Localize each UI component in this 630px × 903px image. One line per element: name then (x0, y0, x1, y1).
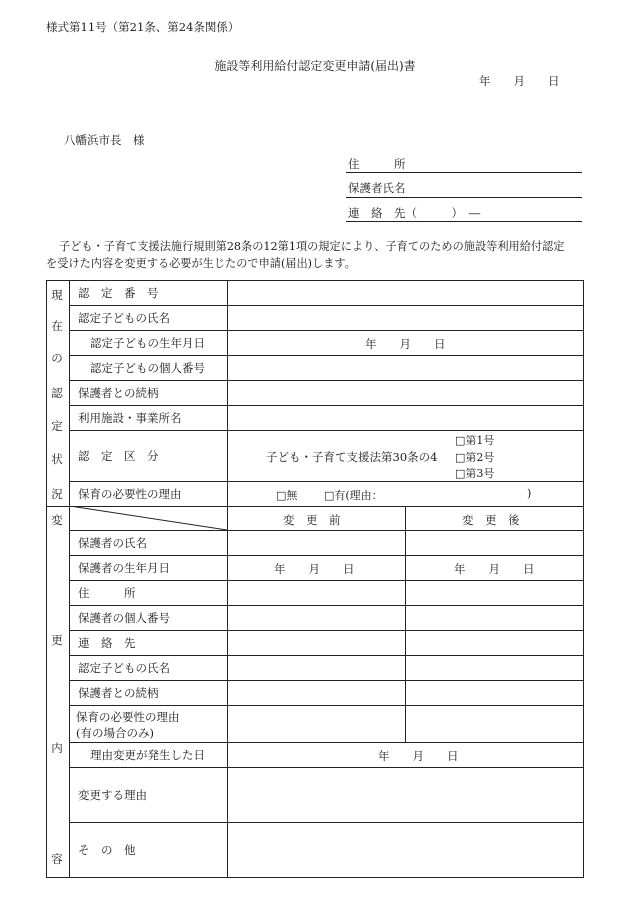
change-section-char: 容 (51, 852, 63, 866)
header-after-change: 変 更 後 (462, 513, 520, 527)
current-section-char: 現 (51, 288, 63, 302)
row-label-contact: 連 絡 先 (78, 636, 136, 650)
applicant-contact-line[interactable] (346, 221, 582, 222)
occurrence-date-value[interactable]: 年 月 日 (378, 749, 459, 763)
row-label-necessity-reason-change: 保育の必要性の理由 (76, 710, 180, 724)
addressee: 八幡浜市長 様 (64, 133, 145, 147)
row-label-child-name: 認定子どもの氏名 (78, 311, 170, 325)
label-divider (227, 280, 228, 877)
row-label-necessity-note: (有の場合のみ) (76, 726, 154, 740)
before-after-divider (405, 506, 406, 742)
applicant-address-label: 住 所 (348, 157, 406, 171)
row-label-child-personal-number: 認定子どもの個人番号 (90, 361, 205, 375)
submission-date[interactable]: 年 月 日 (479, 74, 560, 88)
table-border-left (46, 280, 47, 877)
current-section-char: 在 (51, 319, 63, 333)
table-border-right (583, 280, 584, 877)
current-section-char: の (51, 351, 63, 365)
form-number: 様式第11号（第21条、第24条関係） (46, 20, 240, 34)
row-label-necessity-reason: 保育の必要性の理由 (78, 487, 182, 501)
header-before-change: 変 更 前 (283, 513, 341, 527)
row-label-relationship: 保護者との続柄 (78, 686, 159, 700)
current-section-char: 況 (51, 487, 63, 501)
row-label-certification-number: 認 定 番 号 (78, 286, 159, 300)
applicant-name-label: 保護者氏名 (348, 181, 406, 195)
row-label-other: そ の 他 (78, 843, 136, 857)
current-section-char: 認 (51, 386, 63, 400)
child-birthdate-value[interactable]: 年 月 日 (365, 337, 446, 351)
certification-category-law: 子ども・子育て支援法第30条の4 (266, 450, 438, 464)
row-label-occurrence-date: 理由変更が発生した日 (90, 748, 205, 762)
row-line (69, 705, 584, 706)
section-divider (69, 280, 70, 877)
row-label-guardian-relationship: 保護者との続柄 (78, 386, 159, 400)
change-section-char: 内 (51, 741, 63, 755)
necessity-option-yes[interactable]: □有(理由： (324, 489, 383, 502)
row-label-guardian-birthdate: 保護者の生年月日 (78, 561, 170, 575)
form-title: 施設等利用給付認定変更申請(届出)書 (214, 59, 416, 73)
diagonal-header-cell (70, 506, 227, 530)
row-label-address: 住 所 (78, 586, 136, 600)
row-label-facility-name: 利用施設・事業所名 (78, 411, 182, 425)
table-border-bottom (46, 877, 584, 878)
row-label-guardian-personal-number: 保護者の個人番号 (78, 611, 170, 625)
necessity-option-none[interactable]: □無 (276, 489, 298, 502)
row-label-certification-category: 認 定 区 分 (78, 449, 159, 463)
applicant-contact-label: 連 絡 先（ ） ― (348, 206, 481, 220)
category-option-1[interactable]: □第1号 (455, 434, 495, 447)
applicant-address-line[interactable] (346, 172, 582, 173)
row-label-guardian-name: 保護者の氏名 (78, 536, 147, 550)
intro-text-line1: 子ども・子育て支援法施行規則第28条の12第1項の規定により、子育てのための施設等利用給付認定 (59, 240, 565, 253)
category-option-2[interactable]: □第2号 (455, 451, 495, 464)
guardian-birthdate-before[interactable]: 年 月 日 (274, 562, 355, 576)
applicant-name-line[interactable] (346, 197, 582, 198)
current-section-char: 定 (51, 419, 63, 433)
current-section-char: 状 (51, 452, 63, 466)
category-option-3[interactable]: □第3号 (455, 467, 495, 480)
guardian-birthdate-after[interactable]: 年 月 日 (454, 562, 535, 576)
intro-text-line2: を受けた内容を変更する必要が生じたので申請(届出)します。 (46, 257, 356, 270)
necessity-option-close-paren: ) (527, 487, 532, 500)
row-label-child-birthdate: 認定子どもの生年月日 (90, 336, 205, 350)
change-section-char: 更 (51, 633, 63, 647)
change-section-char: 変 (51, 513, 63, 527)
row-label-certified-child-name: 認定子どもの氏名 (78, 661, 170, 675)
row-label-change-reason: 変更する理由 (78, 788, 147, 802)
